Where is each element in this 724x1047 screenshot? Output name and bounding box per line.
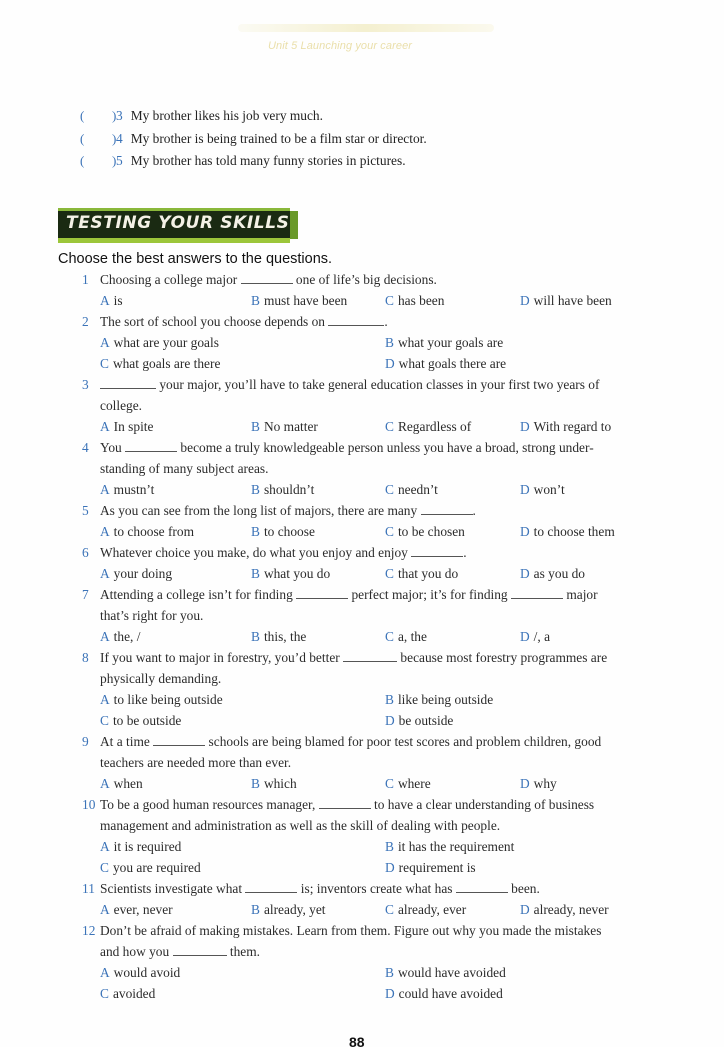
option-letter: C (100, 356, 109, 371)
answer-option (385, 566, 458, 582)
question-text (100, 671, 221, 687)
option-letter: B (251, 566, 260, 581)
option-letter: C (385, 776, 394, 791)
answer-option (385, 335, 503, 351)
option-text: mustn’t (113, 482, 155, 497)
answer-option (385, 419, 471, 435)
option-letter: D (520, 629, 530, 644)
option-letter: D (520, 524, 530, 539)
option-letter: A (100, 965, 110, 980)
question-segment: Scientists investigate what (100, 881, 246, 896)
option-text: must have been (263, 293, 348, 308)
question-segment: been. (507, 881, 540, 896)
question-text (100, 503, 476, 519)
answer-option (100, 965, 180, 981)
question-segment: and how you (100, 944, 173, 959)
answer-option (520, 776, 557, 792)
option-text: No matter (263, 419, 318, 434)
answer-option (520, 293, 612, 309)
answer-parentheses (80, 108, 116, 124)
answer-option (251, 566, 330, 582)
option-text: already, ever (397, 902, 467, 917)
option-text: the, / (113, 629, 141, 644)
answer-option (520, 482, 565, 498)
answer-option (100, 566, 172, 582)
option-letter: C (385, 629, 394, 644)
question-text (100, 461, 268, 477)
option-letter: D (520, 419, 530, 434)
option-letter: C (100, 986, 109, 1001)
question-segment: schools are being blamed for poor test scores and problem children, good (205, 734, 602, 749)
answer-option (385, 902, 466, 918)
option-letter: A (100, 629, 110, 644)
question-number: 3 (82, 377, 89, 392)
option-letter: A (100, 482, 110, 497)
option-letter: D (520, 293, 530, 308)
option-text: what your goals are (397, 335, 504, 350)
question-text (100, 650, 607, 666)
instruction-text: Choose the best answers to the questions. (58, 251, 333, 267)
question-segment: is; inventors create what has (297, 881, 456, 896)
option-letter: B (251, 902, 260, 917)
answer-option (100, 629, 140, 645)
option-letter: C (385, 902, 394, 917)
question-segment: that’s right for you. (100, 608, 204, 623)
option-text: what goals are there (112, 356, 221, 371)
option-text: which (263, 776, 297, 791)
option-letter: B (251, 776, 260, 791)
option-letter: B (385, 692, 394, 707)
answer-option (100, 839, 181, 855)
option-text: With regard to (533, 419, 612, 434)
option-letter: A (100, 419, 110, 434)
answer-option (251, 419, 318, 435)
section-banner (58, 208, 298, 246)
answer-blank (328, 316, 384, 326)
answer-blank (319, 799, 371, 809)
option-text: what you do (263, 566, 331, 581)
option-letter: C (385, 293, 394, 308)
option-letter: C (385, 524, 394, 539)
answer-option (385, 692, 493, 708)
option-letter: C (385, 566, 394, 581)
answer-option (100, 860, 201, 876)
question-text (100, 818, 500, 834)
question-number: 2 (82, 314, 89, 329)
paren-close: ) (112, 131, 117, 146)
question-segment: As you can see from the long list of majors, there are many (100, 503, 421, 518)
option-text: would have avoided (397, 965, 506, 980)
option-text: needn’t (397, 482, 438, 497)
tf-number: 4 (116, 131, 123, 146)
answer-option (385, 965, 506, 981)
option-text: why (533, 776, 557, 791)
question-number: 11 (82, 881, 95, 896)
answer-blank (100, 379, 156, 389)
question-text (100, 608, 203, 624)
option-letter: A (100, 566, 110, 581)
question-segment: Don’t be afraid of making mistakes. Learn from them. Figure out why you made the mistakes (100, 923, 602, 938)
answer-option (385, 482, 438, 498)
question-segment: Attending a college isn’t for finding (100, 587, 297, 602)
answer-option (100, 713, 181, 729)
question-text (100, 377, 599, 393)
question-segment: because most forestry programmes are (397, 650, 608, 665)
option-letter: C (385, 482, 394, 497)
question-segment: You (100, 440, 126, 455)
option-text: requirement is (398, 860, 476, 875)
answer-option (385, 629, 427, 645)
question-number: 9 (82, 734, 89, 749)
option-text: won’t (533, 482, 565, 497)
option-letter: A (100, 524, 110, 539)
option-text: this, the (263, 629, 307, 644)
option-letter: B (251, 629, 260, 644)
answer-option (385, 293, 444, 309)
option-text: is (113, 293, 123, 308)
option-letter: C (100, 860, 109, 875)
answer-blank (511, 589, 563, 599)
option-letter: D (520, 482, 530, 497)
answer-option (385, 524, 465, 540)
question-segment: At a time (100, 734, 154, 749)
unit-title: Unit 5 Launching your career (268, 40, 413, 52)
option-letter: D (385, 356, 395, 371)
banner-shadow (290, 211, 298, 239)
option-letter: B (251, 293, 260, 308)
question-number: 12 (82, 923, 96, 938)
option-text: avoided (112, 986, 156, 1001)
answer-option (251, 482, 314, 498)
option-letter: B (251, 524, 260, 539)
option-text: to be chosen (397, 524, 465, 539)
option-text: what goals there are (398, 356, 507, 371)
question-text (100, 272, 437, 288)
question-segment: Whatever choice you make, do what you enjoy and enjoy (100, 545, 412, 560)
answer-option (251, 524, 315, 540)
answer-option (100, 524, 194, 540)
paren-close: ) (112, 108, 117, 123)
question-text (100, 398, 142, 414)
answer-option (520, 419, 611, 435)
option-letter: C (100, 713, 109, 728)
answer-option (385, 839, 514, 855)
answer-option (385, 713, 453, 729)
answer-option (251, 629, 306, 645)
question-text (100, 881, 540, 897)
option-text: Regardless of (397, 419, 472, 434)
question-text (100, 797, 594, 813)
question-number: 5 (82, 503, 89, 518)
question-segment: perfect major; it’s for finding (348, 587, 511, 602)
answer-blank (343, 652, 397, 662)
option-letter: A (100, 902, 110, 917)
answer-parentheses (80, 131, 116, 147)
option-text: it has the requirement (397, 839, 515, 854)
tf-statement: My brother has told many funny stories in pictures. (130, 153, 406, 168)
option-letter: B (385, 965, 394, 980)
question-segment: Choosing a college major (100, 272, 241, 287)
answer-blank (296, 589, 348, 599)
question-segment: . (472, 503, 476, 518)
option-letter: A (100, 692, 110, 707)
option-text: what are your goals (113, 335, 219, 350)
answer-option (100, 482, 154, 498)
option-text: ever, never (113, 902, 173, 917)
option-text: to like being outside (113, 692, 223, 707)
option-letter: D (385, 860, 395, 875)
option-text: to be outside (112, 713, 182, 728)
answer-option (100, 692, 223, 708)
option-text: could have avoided (398, 986, 503, 1001)
option-text: to choose from (113, 524, 194, 539)
question-segment: your major, you’ll have to take general education classes in your first two years of (156, 377, 600, 392)
question-text (100, 587, 598, 603)
option-text: shouldn’t (263, 482, 315, 497)
answer-option (251, 776, 297, 792)
answer-blank (245, 883, 297, 893)
option-letter: D (520, 776, 530, 791)
option-letter: B (251, 482, 260, 497)
option-text: would avoid (113, 965, 181, 980)
option-text: be outside (398, 713, 454, 728)
question-segment: become a truly knowledgeable person unless you have a broad, strong under- (177, 440, 594, 455)
option-text: where (397, 776, 431, 791)
option-letter: D (385, 986, 395, 1001)
answer-option (100, 986, 155, 1002)
banner-title: TESTING YOUR SKILLS (66, 213, 290, 233)
option-letter: B (385, 335, 394, 350)
answer-blank (456, 883, 508, 893)
answer-blank (125, 442, 177, 452)
answer-blank (153, 736, 205, 746)
question-number: 7 (82, 587, 89, 602)
option-text: it is required (113, 839, 182, 854)
header-decoration (238, 24, 494, 32)
option-text: In spite (113, 419, 154, 434)
option-letter: A (100, 839, 110, 854)
option-letter: A (100, 335, 110, 350)
tf-number: 5 (116, 153, 123, 168)
tf-number: 3 (116, 108, 123, 123)
tf-row (80, 108, 323, 126)
answer-option (251, 902, 326, 918)
option-text: like being outside (397, 692, 494, 707)
answer-option (385, 356, 506, 372)
tf-row (80, 131, 427, 149)
paren-open: ( (80, 131, 85, 146)
option-text: will have been (533, 293, 612, 308)
banner-underline (58, 238, 290, 243)
question-number: 6 (82, 545, 89, 560)
option-text: your doing (113, 566, 173, 581)
option-letter: D (520, 566, 530, 581)
question-segment: to have a clear understanding of business (370, 797, 595, 812)
answer-option (251, 293, 347, 309)
question-text (100, 755, 291, 771)
question-segment: . (384, 314, 388, 329)
tf-row (80, 153, 406, 171)
answer-option (100, 419, 153, 435)
answer-parentheses (80, 153, 116, 169)
option-letter: C (385, 419, 394, 434)
answer-option (100, 356, 220, 372)
answer-option (100, 902, 173, 918)
question-segment: If you want to major in forestry, you’d better (100, 650, 344, 665)
question-segment: one of life’s big decisions. (292, 272, 437, 287)
answer-option (520, 902, 609, 918)
answer-blank (241, 274, 293, 284)
answer-blank (173, 946, 227, 956)
answer-blank (411, 547, 463, 557)
answer-blank (421, 505, 473, 515)
option-text: already, yet (263, 902, 326, 917)
question-segment: physically demanding. (100, 671, 222, 686)
answer-option (385, 860, 476, 876)
answer-option (385, 776, 431, 792)
option-text: already, never (533, 902, 609, 917)
option-letter: D (520, 902, 530, 917)
paren-close: ) (112, 153, 117, 168)
answer-option (100, 335, 219, 351)
option-text: you are required (112, 860, 201, 875)
answer-option (520, 566, 585, 582)
question-segment: college. (100, 398, 143, 413)
question-number: 10 (82, 797, 96, 812)
paren-open: ( (80, 153, 85, 168)
option-letter: A (100, 776, 110, 791)
question-text (100, 923, 601, 939)
question-text (100, 440, 594, 456)
answer-option (520, 629, 550, 645)
option-text: that you do (397, 566, 459, 581)
answer-option (520, 524, 615, 540)
page-number: 88 (349, 1034, 365, 1047)
option-text: when (113, 776, 143, 791)
question-text (100, 314, 388, 330)
answer-option (100, 293, 123, 309)
answer-option (100, 776, 143, 792)
question-segment: management and administration as well as the skill of dealing with people. (100, 818, 501, 833)
option-text: /, a (533, 629, 551, 644)
question-segment: teachers are needed more than ever. (100, 755, 292, 770)
option-text: has been (397, 293, 445, 308)
question-text (100, 545, 467, 561)
question-text (100, 944, 260, 960)
option-text: to choose (263, 524, 315, 539)
option-text: to choose them (533, 524, 615, 539)
question-segment: standing of many subject areas. (100, 461, 269, 476)
question-segment: major (562, 587, 598, 602)
option-letter: A (100, 293, 110, 308)
question-number: 4 (82, 440, 89, 455)
option-letter: B (385, 839, 394, 854)
option-letter: B (251, 419, 260, 434)
question-text (100, 734, 601, 750)
answer-option (385, 986, 503, 1002)
tf-statement: My brother is being trained to be a film star or director. (130, 131, 427, 146)
paren-open: ( (80, 108, 85, 123)
question-segment: The sort of school you choose depends on (100, 314, 329, 329)
option-letter: D (385, 713, 395, 728)
option-text: a, the (397, 629, 427, 644)
question-segment: To be a good human resources manager, (100, 797, 319, 812)
tf-statement: My brother likes his job very much. (130, 108, 323, 123)
question-number: 1 (82, 272, 89, 287)
question-segment: them. (226, 944, 261, 959)
option-text: as you do (533, 566, 585, 581)
question-number: 8 (82, 650, 89, 665)
question-segment: . (463, 545, 467, 560)
